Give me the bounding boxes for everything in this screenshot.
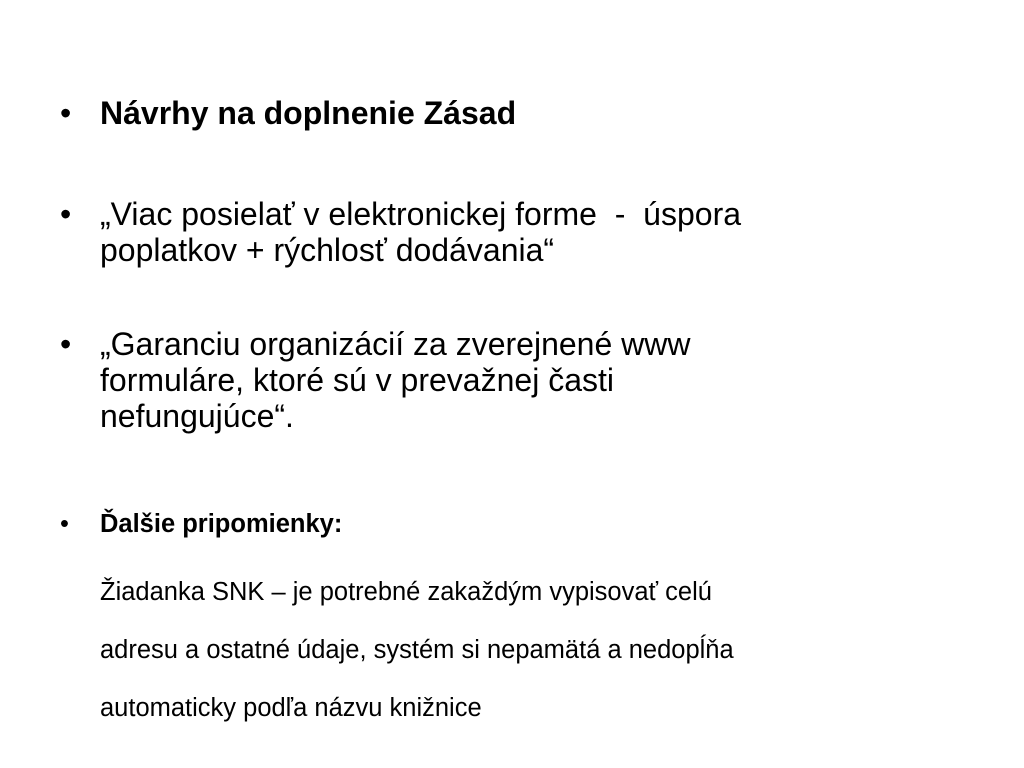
bullet-dot: • (60, 196, 72, 232)
bullet-dot: • (60, 510, 69, 538)
bullet-line: Návrhy na doplnenie Zásad (100, 95, 517, 131)
bullet-dot: • (60, 95, 72, 131)
bullet-dot: • (60, 326, 72, 362)
bullet-line: Ďalšie pripomienky: (100, 510, 343, 538)
bullet-line: „Garanciu organizácií za zverejnené www (100, 326, 691, 362)
bullet-text (100, 326, 960, 434)
bullet-line: formuláre, ktoré sú v prevažnej časti (100, 362, 614, 398)
bullet-line: „Viac posielať v elektronickej forme - úspora (100, 196, 742, 232)
comment-line: Žiadanka SNK – je potrebné zakaždým vypisovať celú (100, 578, 712, 606)
bullet-line: poplatkov + rýchlosť dodávania“ (100, 232, 555, 268)
bullet-text (100, 510, 960, 539)
comment-paragraph (100, 549, 980, 752)
comment-line: adresu a ostatné údaje, systém si nepamätá a nedopĺňa (100, 636, 734, 664)
bullet-line: nefungujúce“. (100, 398, 294, 434)
bullet-text (100, 95, 960, 131)
comment-line: automaticky podľa názvu knižnice (100, 694, 482, 722)
bullet-text (100, 196, 960, 268)
